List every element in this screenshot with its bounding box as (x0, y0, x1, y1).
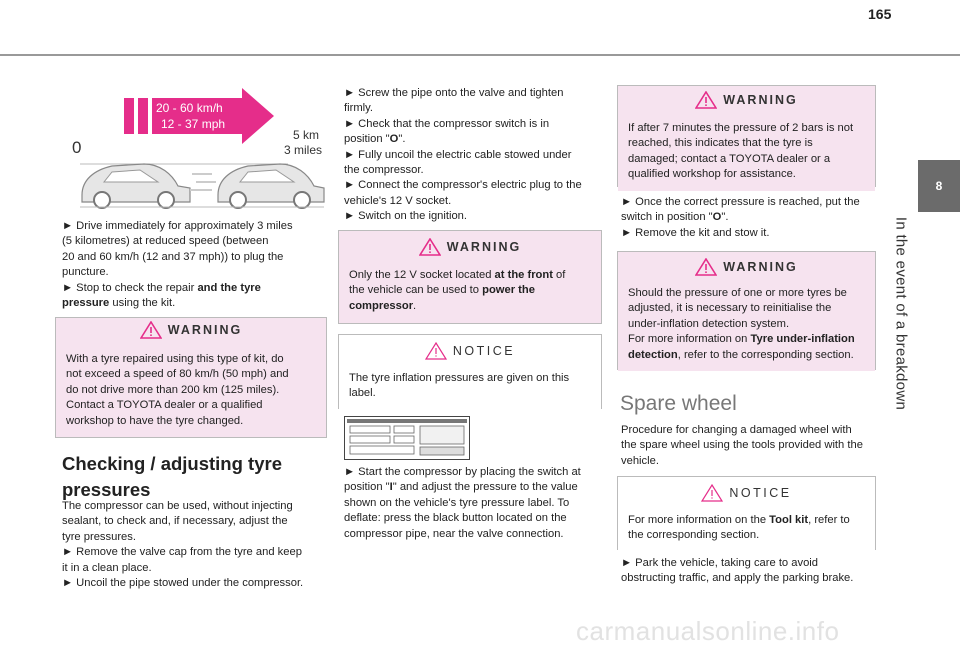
correct-pressure-paragraph (621, 195, 878, 241)
para-line: shown on the vehicle's tyre pressure label. To (344, 496, 570, 509)
park-vehicle-paragraph (621, 556, 878, 587)
para-line: ► Drive immediately for approximately 3 miles (62, 220, 293, 232)
warning-line: Should the pressure of one or more tyres be (628, 287, 847, 299)
warning-line: Only the 12 V socket located at the front of (349, 269, 566, 281)
para-line: ► Screw the pipe onto the valve and tighten (344, 87, 564, 99)
speed-mph-label: 12 - 37 mph (161, 117, 226, 131)
para-line: deflate: press the black button located on the (344, 512, 567, 525)
page-number: 165 (868, 6, 892, 22)
para-line: switch in position "O". (621, 211, 729, 224)
warning-line: For more information on Tyre under-inflation (628, 333, 855, 346)
section-heading-spare-wheel: Spare wheel (620, 392, 737, 415)
notice-line: For more information on the Tool kit, refer to (628, 514, 850, 526)
para-line: position "O". (344, 133, 406, 146)
speed-figure (62, 82, 330, 210)
para-line: ► Fully uncoil the electric cable stowed under (344, 148, 572, 161)
chapter-tab[interactable]: 8 (918, 160, 960, 212)
warning-line: not exceed a speed of 80 km/h (50 mph) and (66, 368, 289, 381)
start-zero-label: 0 (72, 138, 82, 157)
warning-line: workshop to have the tyre changed. (66, 414, 244, 427)
warning-header (618, 255, 875, 279)
warning-line: do not drive more than 200 km (125 miles). (66, 383, 280, 396)
warning-line: the vehicle can be used to power the (349, 284, 535, 297)
spare-wheel-paragraph (621, 423, 878, 469)
para-line: the spare wheel using the tools provided with the (621, 439, 863, 452)
para-line: vehicle's 12 V socket. (344, 194, 452, 207)
chapter-title-text: In the event of a breakdown (892, 216, 910, 411)
watermark: carmanualsonline.info (576, 616, 840, 646)
para-line: ► Remove the kit and stow it. (621, 226, 770, 239)
para-line: compressor pipe, near the valve connection. (344, 527, 564, 540)
para-line: ► Uncoil the pipe stowed under the compressor. (62, 577, 304, 590)
notice-triangle-icon (701, 484, 723, 502)
header-divider (0, 54, 960, 56)
para-line: the compressor. (344, 164, 424, 177)
drive-instructions (62, 219, 332, 311)
notice-line: the corresponding section. (628, 529, 760, 542)
warning-line: under-inflation detection system. (628, 317, 790, 330)
notice-line: label. (349, 387, 376, 400)
warning-header (618, 88, 875, 112)
warning-box-socket (338, 230, 602, 324)
para-line: ► Connect the compressor's electric plug to the (344, 179, 582, 192)
warning-box-speed (55, 317, 327, 438)
notice-label: NOTICE (452, 344, 516, 358)
para-line: The compressor can be used, without injecting (62, 500, 293, 512)
section-heading-checking: Checking / adjusting tyre pressures (62, 453, 282, 500)
para-line: ► Once the correct pressure is reached, put the (621, 196, 860, 208)
para-line: position "I" and adjust the pressure to the value (344, 481, 578, 494)
para-line: tyre pressures. (62, 530, 136, 543)
warning-line: Contact a TOYOTA dealer or a qualified (66, 399, 263, 412)
warning-triangle-icon (695, 258, 717, 276)
para-line: Procedure for changing a damaged wheel with (621, 424, 852, 436)
warning-line: If after 7 minutes the pressure of 2 bars is not (628, 122, 854, 134)
distance-miles-label: 3 miles (284, 143, 323, 157)
notice-header (339, 339, 601, 363)
warning-line: detection, refer to the corresponding section. (628, 348, 854, 361)
start-compressor-paragraph (344, 465, 606, 542)
warning-line: adjusted, it is necessary to reinitialise the (628, 302, 832, 315)
checking-paragraph (62, 499, 332, 591)
column-2-steps (344, 86, 606, 225)
warning-line: damaged; contact a TOYOTA dealer or a (628, 152, 831, 165)
speed-kmh-label: 20 - 60 km/h (156, 101, 223, 115)
para-line: ► Stop to check the repair and the tyre (62, 281, 261, 294)
notice-header (618, 481, 875, 505)
pressure-label-illustration (344, 416, 470, 460)
notice-line: The tyre inflation pressures are given on this (349, 372, 570, 384)
chapter-title (887, 215, 915, 415)
warning-line: compressor. (349, 299, 417, 312)
warning-triangle-icon (419, 238, 441, 256)
notice-triangle-icon (425, 342, 447, 360)
warning-line: reached, this indicates that the tyre is (628, 137, 813, 150)
para-line: pressure using the kit. (62, 297, 176, 310)
warning-label: WARNING (723, 93, 798, 107)
tyre-pressure-label-image (344, 416, 470, 460)
warning-triangle-icon (140, 321, 162, 339)
warning-line: With a tyre repaired using this type of kit, do (66, 353, 284, 365)
para-line: ► Park the vehicle, taking care to avoid (621, 557, 819, 569)
notice-box-toolkit (617, 476, 876, 550)
notice-label: NOTICE (729, 486, 792, 500)
para-line: vehicle. (621, 454, 659, 467)
para-line: sealant, to check and, if necessary, adjust the (62, 515, 288, 528)
para-line: ► Start the compressor by placing the switch at (344, 466, 581, 478)
distance-km-label: 5 km (292, 128, 319, 142)
warning-line: qualified workshop for assistance. (628, 168, 796, 181)
para-line: 20 and 60 km/h (12 and 37 mph)) to plug the (62, 250, 284, 263)
para-line: ► Check that the compressor switch is in (344, 117, 550, 130)
warning-header (339, 235, 601, 259)
para-line: ► Switch on the ignition. (344, 210, 468, 223)
notice-box-pressures (338, 334, 602, 409)
warning-label: WARNING (167, 323, 243, 337)
warning-label: WARNING (446, 240, 522, 254)
para-line: it in a clean place. (62, 561, 152, 574)
warning-box-pressure-timeout (617, 85, 876, 187)
warning-triangle-icon (695, 91, 717, 109)
warning-box-reinitialise (617, 251, 876, 370)
para-line: firmly. (344, 102, 373, 115)
para-line: obstructing traffic, and apply the parking brake. (621, 572, 854, 585)
para-line: ► Remove the valve cap from the tyre and keep (62, 546, 302, 559)
para-line: (5 kilometres) at reduced speed (between (62, 235, 269, 248)
para-line: puncture. (62, 266, 109, 279)
warning-header (56, 318, 326, 342)
warning-label: WARNING (723, 260, 798, 274)
